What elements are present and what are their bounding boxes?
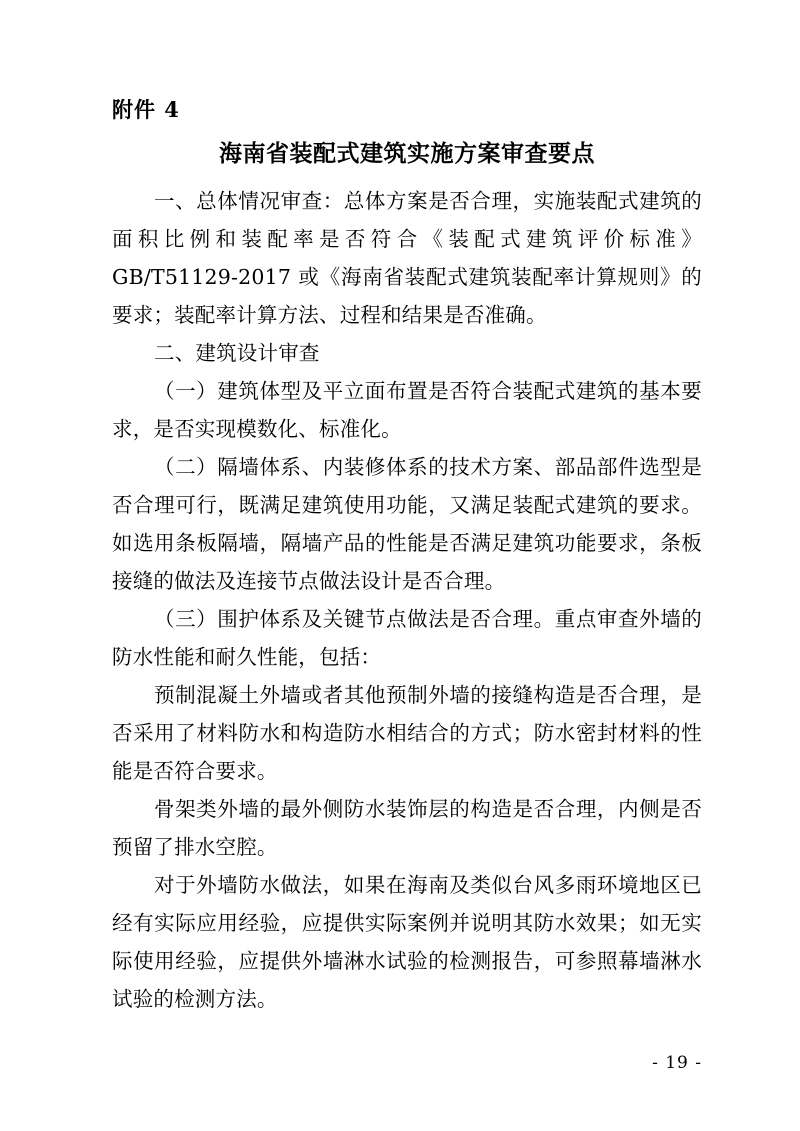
page-number: - 19 -: [652, 1053, 702, 1073]
paragraph-frame-wall: 骨架类外墙的最外侧防水装饰层的构造是否合理，内侧是否预留了排水空腔。: [112, 796, 702, 859]
paragraph-item-one: （一）建筑体型及平立面布置是否符合装配式建筑的基本要求，是否实现模数化、标准化。: [112, 378, 702, 441]
paragraph-waterproof-practice: 对于外墙防水做法，如果在海南及类似台风多雨环境地区已经有实际应用经验，应提供实际案例并说明其防水效果；如无实际使用经验，应提供外墙淋水试验的检测报告，可参照幕墙淋水试验的检测方法。: [112, 872, 702, 1011]
paragraph-item-three: （三）围护体系及关键节点做法是否合理。重点审查外墙的防水性能和耐久性能，包括：: [112, 606, 702, 669]
page-title: 海南省装配式建筑实施方案审查要点: [219, 140, 595, 168]
attachment-label: 附件 4: [112, 97, 180, 122]
paragraph-precast-wall-joint: 预制混凝土外墙或者其他预制外墙的接缝构造是否合理，是否采用了材料防水和构造防水相结合的方式；防水密封材料的性能是否符合要求。: [112, 682, 702, 783]
paragraph-item-two: （二）隔墙体系、内装修体系的技术方案、部品部件选型是否合理可行，既满足建筑使用功能，又满足装配式建筑的要求。如选用条板隔墙，隔墙产品的性能是否满足建筑功能要求，条板接缝的做法及连接节点做法设计是否合理。: [112, 454, 702, 593]
paragraph-overall-review: 一、总体情况审查：总体方案是否合理，实施装配式建筑的面积比例和装配率是否符合《装配式建筑评价标准》GB/T51129-2017 或《海南省装配式建筑装配率计算规则》的要求；装配率计算方法、过程和结果是否准确。: [112, 188, 702, 327]
paragraph-section-two-heading: 二、建筑设计审查: [154, 340, 320, 365]
page-content: [112, 96, 702, 1018]
